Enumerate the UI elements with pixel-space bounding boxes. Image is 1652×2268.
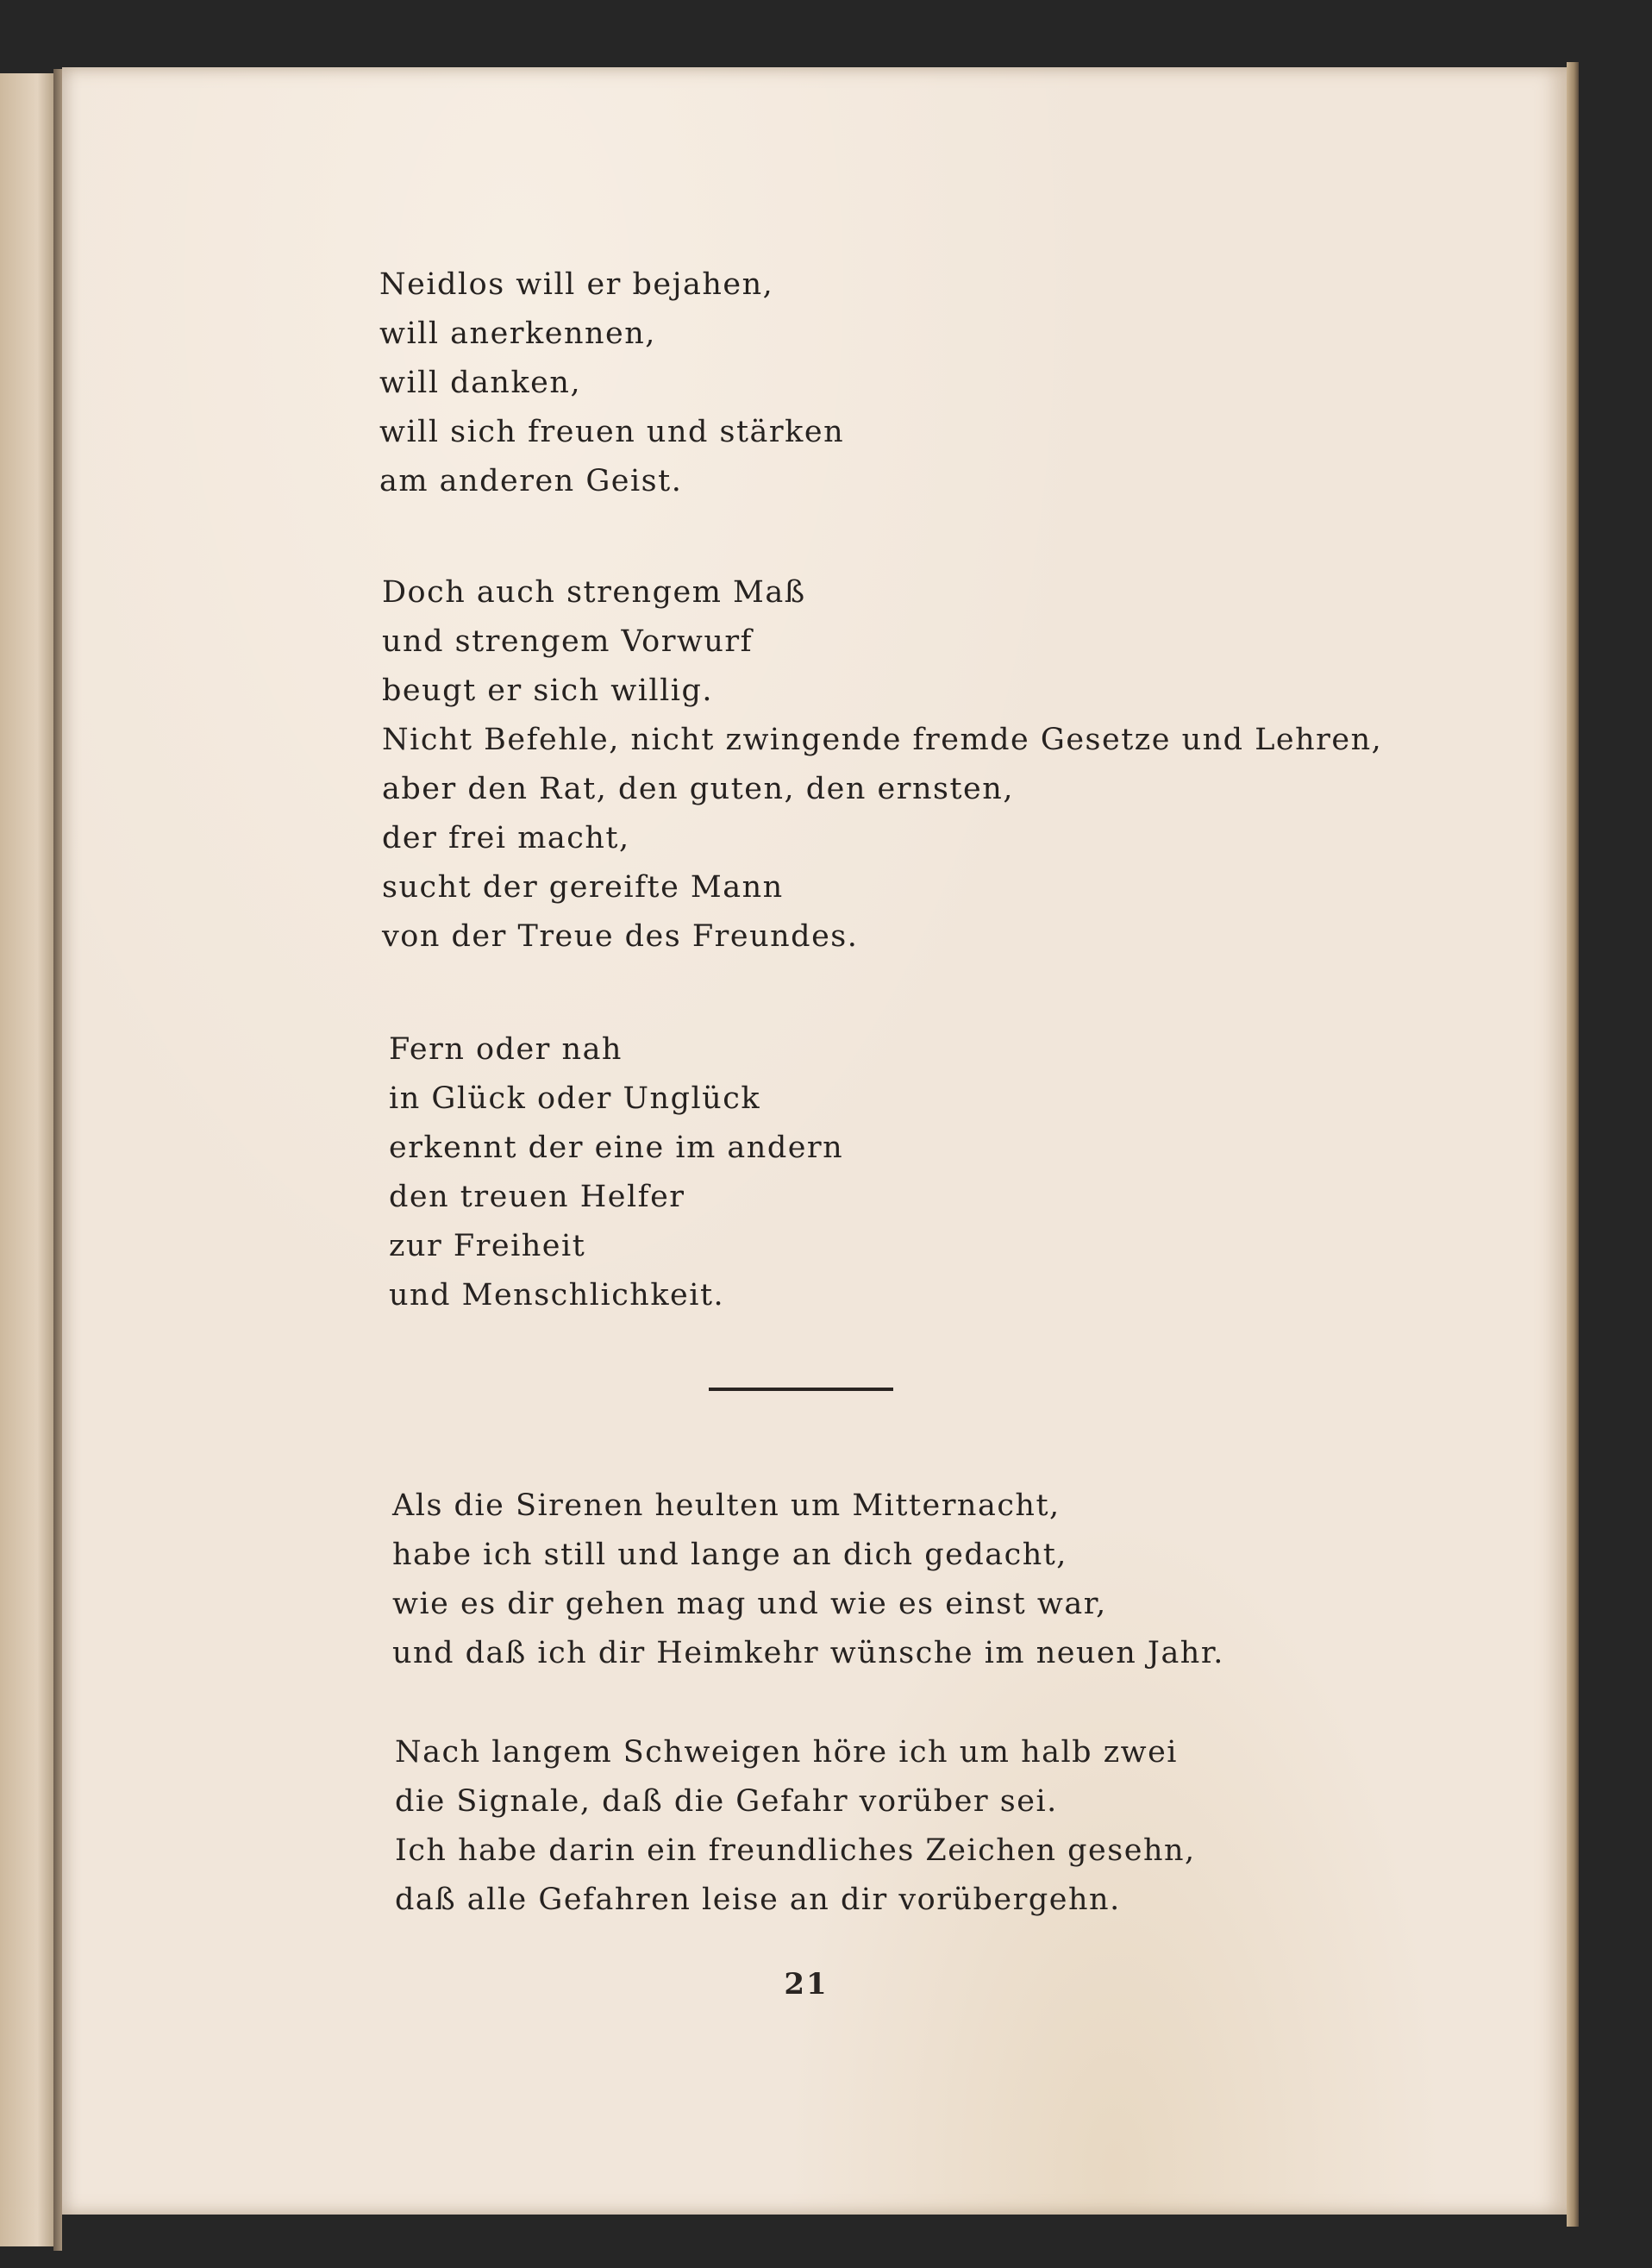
poem-line: will sich freuen und stärken (379, 415, 845, 449)
poem-line: Fern oder nah (389, 1032, 623, 1067)
poem-line: am anderen Geist. (379, 464, 683, 498)
poem-line: zur Freiheit (389, 1229, 586, 1263)
poem-line: will anerkennen, (379, 316, 656, 351)
poem-line: und Menschlichkeit. (389, 1278, 725, 1313)
poem-a-stanza-2 (382, 568, 1382, 962)
poem-line: und strengem Vorwurf (382, 624, 754, 659)
poem-line: Nicht Befehle, nicht zwingende fremde Gesetze und Lehren, (382, 723, 1383, 757)
poem-line: wie es dir gehen mag und wie es einst war, (392, 1587, 1107, 1621)
poem-line: will danken, (379, 366, 582, 400)
right-page-edge (1567, 62, 1579, 2227)
poem-line: Doch auch strengem Maß (382, 575, 806, 610)
poem-line: aber den Rat, den guten, den ernsten, (382, 772, 1014, 806)
poem-line: habe ich still und lange an dich gedacht, (392, 1538, 1067, 1572)
poem-line: beugt er sich willig. (382, 674, 714, 708)
poem-line: daß alle Gefahren leise an dir vorübergehn. (395, 1883, 1121, 1917)
poem-line: sucht der gereifte Mann (382, 870, 784, 905)
poem-line: in Glück oder Unglück (389, 1081, 761, 1116)
poem-line: den treuen Helfer (389, 1180, 685, 1214)
poem-line: der frei macht, (382, 821, 630, 855)
poem-b-stanza-2 (395, 1728, 1196, 1925)
poem-a-stanza-3 (389, 1025, 843, 1320)
poem-b-stanza-1 (392, 1482, 1224, 1678)
left-page-edge (0, 73, 53, 2246)
poem-line: von der Treue des Freundes. (382, 919, 859, 954)
poem-line: Neidlos will er bejahen, (379, 267, 774, 302)
poem-line: und daß ich dir Heimkehr wünsche im neuen Jahr. (392, 1636, 1224, 1670)
book-gutter (53, 69, 62, 2251)
page-number: 21 (784, 1967, 829, 2002)
poem-line: Ich habe darin ein freundliches Zeichen gesehn, (395, 1833, 1196, 1868)
poem-line: die Signale, daß die Gefahr vorüber sei. (395, 1784, 1058, 1819)
poem-a-stanza-1 (379, 260, 844, 506)
poem-line: erkennt der eine im andern (389, 1131, 844, 1165)
poem-line: Als die Sirenen heulten um Mitternacht, (392, 1488, 1061, 1523)
section-divider (709, 1388, 893, 1391)
poem-line: Nach langem Schweigen höre ich um halb zwei (395, 1735, 1179, 1770)
